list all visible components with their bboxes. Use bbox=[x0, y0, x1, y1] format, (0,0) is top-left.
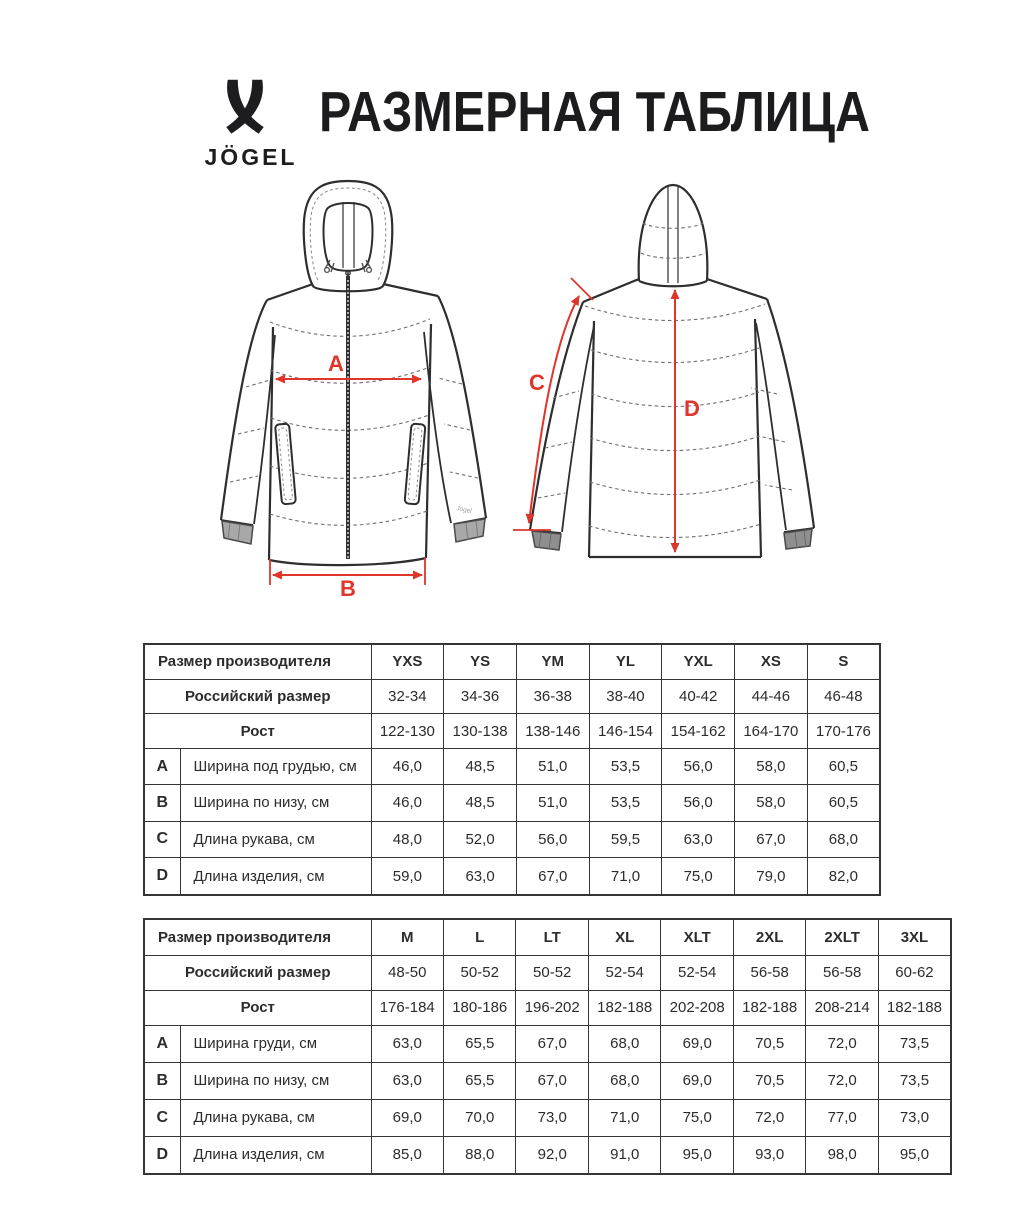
measure-letter: A bbox=[144, 748, 180, 784]
size-range: 182-188 bbox=[878, 990, 951, 1025]
size-range: 36-38 bbox=[516, 679, 589, 713]
measure-letter: D bbox=[144, 1136, 180, 1174]
jacket-front-diagram bbox=[210, 172, 500, 602]
size-table-adult-wrap bbox=[143, 918, 952, 1175]
measure-label: Ширина груди, см bbox=[180, 1025, 371, 1062]
header-row-label: Рост bbox=[144, 990, 371, 1025]
measure-label: Ширина под грудью, см bbox=[180, 748, 371, 784]
measure-row bbox=[144, 1099, 951, 1136]
measure-letter: A bbox=[144, 1025, 180, 1062]
measure-value: 67,0 bbox=[516, 1025, 588, 1062]
size-range: 46-48 bbox=[807, 679, 880, 713]
size-range: 56-58 bbox=[733, 955, 805, 990]
size-range: 182-188 bbox=[733, 990, 805, 1025]
measure-value: 63,0 bbox=[444, 858, 517, 895]
size-code: L bbox=[444, 919, 516, 955]
size-range: 208-214 bbox=[806, 990, 878, 1025]
size-code: 2XL bbox=[733, 919, 805, 955]
header-row bbox=[144, 714, 880, 748]
size-code: YXS bbox=[371, 644, 444, 679]
measure-row bbox=[144, 1062, 951, 1099]
measure-letter: C bbox=[144, 821, 180, 857]
measure-value: 52,0 bbox=[444, 821, 517, 857]
measure-value: 53,5 bbox=[589, 785, 662, 821]
size-code: XL bbox=[588, 919, 660, 955]
size-range: 48-50 bbox=[371, 955, 443, 990]
measure-row bbox=[144, 1025, 951, 1062]
header-row-label: Размер производителя bbox=[144, 919, 371, 955]
jacket-back-diagram bbox=[505, 178, 825, 578]
measure-value: 93,0 bbox=[733, 1136, 805, 1174]
measure-letter: C bbox=[144, 1099, 180, 1136]
size-code: 2XLT bbox=[806, 919, 878, 955]
measure-value: 72,0 bbox=[806, 1025, 878, 1062]
measure-row bbox=[144, 821, 880, 857]
size-range: 50-52 bbox=[444, 955, 516, 990]
measure-label-d: D bbox=[684, 396, 700, 421]
size-code: YXL bbox=[662, 644, 735, 679]
measure-value: 58,0 bbox=[735, 748, 808, 784]
measure-value: 63,0 bbox=[371, 1025, 443, 1062]
measure-value: 73,5 bbox=[878, 1062, 951, 1099]
size-range: 176-184 bbox=[371, 990, 443, 1025]
measure-value: 92,0 bbox=[516, 1136, 588, 1174]
measure-label: Длина изделия, см bbox=[180, 858, 371, 895]
measure-value: 95,0 bbox=[661, 1136, 733, 1174]
size-table-1 bbox=[143, 643, 881, 896]
size-range: 182-188 bbox=[588, 990, 660, 1025]
measure-value: 65,5 bbox=[444, 1062, 516, 1099]
size-code: YM bbox=[516, 644, 589, 679]
header-row bbox=[144, 679, 880, 713]
size-code: LT bbox=[516, 919, 588, 955]
size-range: 154-162 bbox=[662, 714, 735, 748]
measure-letter: D bbox=[144, 858, 180, 895]
measure-value: 91,0 bbox=[588, 1136, 660, 1174]
measure-value: 71,0 bbox=[588, 1099, 660, 1136]
measure-value: 58,0 bbox=[735, 785, 808, 821]
size-table-youth-adult-wrap bbox=[143, 643, 881, 896]
measure-letter: B bbox=[144, 785, 180, 821]
measure-value: 69,0 bbox=[661, 1062, 733, 1099]
front-outline bbox=[221, 284, 486, 565]
header-row bbox=[144, 955, 951, 990]
measure-value: 60,5 bbox=[807, 785, 880, 821]
measure-value: 68,0 bbox=[807, 821, 880, 857]
measure-value: 46,0 bbox=[371, 748, 444, 784]
measure-label: Длина изделия, см bbox=[180, 1136, 371, 1174]
size-code: S bbox=[807, 644, 880, 679]
size-code: YL bbox=[589, 644, 662, 679]
size-range: 32-34 bbox=[371, 679, 444, 713]
measure-label: Ширина по низу, см bbox=[180, 785, 371, 821]
measure-value: 69,0 bbox=[661, 1025, 733, 1062]
measure-value: 51,0 bbox=[516, 748, 589, 784]
measure-value: 72,0 bbox=[733, 1099, 805, 1136]
measure-value: 48,5 bbox=[444, 748, 517, 784]
measure-value: 56,0 bbox=[516, 821, 589, 857]
measure-value: 82,0 bbox=[807, 858, 880, 895]
size-table-2 bbox=[143, 918, 952, 1175]
measure-value: 48,0 bbox=[371, 821, 444, 857]
front-zipper bbox=[346, 270, 350, 559]
measure-value: 67,0 bbox=[516, 858, 589, 895]
header-row-label: Размер производителя bbox=[144, 644, 371, 679]
size-range: 38-40 bbox=[589, 679, 662, 713]
measure-value: 53,5 bbox=[589, 748, 662, 784]
measure-value: 73,0 bbox=[516, 1099, 588, 1136]
size-range: 52-54 bbox=[661, 955, 733, 990]
measure-label-a: A bbox=[328, 351, 344, 376]
measure-value: 56,0 bbox=[662, 748, 735, 784]
measure-value: 95,0 bbox=[878, 1136, 951, 1174]
measure-value: 48,5 bbox=[444, 785, 517, 821]
size-code: XLT bbox=[661, 919, 733, 955]
measure-value: 67,0 bbox=[735, 821, 808, 857]
measure-value: 59,5 bbox=[589, 821, 662, 857]
measure-label-b: B bbox=[340, 576, 356, 601]
measure-value: 98,0 bbox=[806, 1136, 878, 1174]
size-range: 44-46 bbox=[735, 679, 808, 713]
measure-label-c: C bbox=[529, 370, 545, 395]
measure-row bbox=[144, 785, 880, 821]
measure-value: 75,0 bbox=[662, 858, 735, 895]
back-cuffs bbox=[532, 529, 812, 550]
size-range: 180-186 bbox=[444, 990, 516, 1025]
size-range: 138-146 bbox=[516, 714, 589, 748]
header-row bbox=[144, 644, 880, 679]
size-range: 146-154 bbox=[589, 714, 662, 748]
measure-value: 65,5 bbox=[444, 1025, 516, 1062]
measure-value: 68,0 bbox=[588, 1025, 660, 1062]
brand-logo-text: JÖGEL bbox=[204, 144, 298, 170]
measure-letter: B bbox=[144, 1062, 180, 1099]
measure-value: 68,0 bbox=[588, 1062, 660, 1099]
measure-value: 70,0 bbox=[444, 1099, 516, 1136]
measure-value: 70,5 bbox=[733, 1025, 805, 1062]
measure-value: 60,5 bbox=[807, 748, 880, 784]
size-range: 40-42 bbox=[662, 679, 735, 713]
measure-arrow-d bbox=[675, 290, 700, 552]
back-outline bbox=[530, 185, 814, 557]
measure-value: 77,0 bbox=[806, 1099, 878, 1136]
page-title: РАЗМЕРНАЯ ТАБЛИЦА bbox=[319, 80, 871, 144]
brand-logo-icon bbox=[222, 76, 268, 138]
size-range: 56-58 bbox=[806, 955, 878, 990]
measure-value: 79,0 bbox=[735, 858, 808, 895]
front-cuffs bbox=[222, 519, 485, 544]
measure-value: 46,0 bbox=[371, 785, 444, 821]
measure-value: 63,0 bbox=[371, 1062, 443, 1099]
header-row bbox=[144, 990, 951, 1025]
size-range: 170-176 bbox=[807, 714, 880, 748]
size-code: 3XL bbox=[878, 919, 951, 955]
header-row-label: Российский размер bbox=[144, 679, 371, 713]
measure-value: 59,0 bbox=[371, 858, 444, 895]
size-code: XS bbox=[735, 644, 808, 679]
size-code: M bbox=[371, 919, 443, 955]
measure-row bbox=[144, 858, 880, 895]
measure-value: 85,0 bbox=[371, 1136, 443, 1174]
size-code: YS bbox=[444, 644, 517, 679]
measure-value: 73,0 bbox=[878, 1099, 951, 1136]
measure-value: 51,0 bbox=[516, 785, 589, 821]
measure-value: 70,5 bbox=[733, 1062, 805, 1099]
size-range: 122-130 bbox=[371, 714, 444, 748]
size-range: 130-138 bbox=[444, 714, 517, 748]
measure-label: Длина рукава, см bbox=[180, 821, 371, 857]
measure-label: Длина рукава, см bbox=[180, 1099, 371, 1136]
measure-value: 67,0 bbox=[516, 1062, 588, 1099]
sleeve-brand-text: Jögel bbox=[455, 505, 473, 516]
size-range: 50-52 bbox=[516, 955, 588, 990]
size-range: 164-170 bbox=[735, 714, 808, 748]
measure-row bbox=[144, 1136, 951, 1174]
header-row-label: Рост bbox=[144, 714, 371, 748]
measure-value: 73,5 bbox=[878, 1025, 951, 1062]
size-range: 60-62 bbox=[878, 955, 951, 990]
measure-value: 71,0 bbox=[589, 858, 662, 895]
header-row-label: Российский размер bbox=[144, 955, 371, 990]
measure-value: 72,0 bbox=[806, 1062, 878, 1099]
measure-value: 75,0 bbox=[661, 1099, 733, 1136]
measure-value: 56,0 bbox=[662, 785, 735, 821]
measure-value: 63,0 bbox=[662, 821, 735, 857]
size-range: 52-54 bbox=[588, 955, 660, 990]
measure-value: 88,0 bbox=[444, 1136, 516, 1174]
measure-value: 69,0 bbox=[371, 1099, 443, 1136]
measure-row bbox=[144, 748, 880, 784]
size-range: 34-36 bbox=[444, 679, 517, 713]
front-pockets bbox=[275, 423, 425, 504]
size-range: 202-208 bbox=[661, 990, 733, 1025]
size-range: 196-202 bbox=[516, 990, 588, 1025]
header-row bbox=[144, 919, 951, 955]
measure-label: Ширина по низу, см bbox=[180, 1062, 371, 1099]
